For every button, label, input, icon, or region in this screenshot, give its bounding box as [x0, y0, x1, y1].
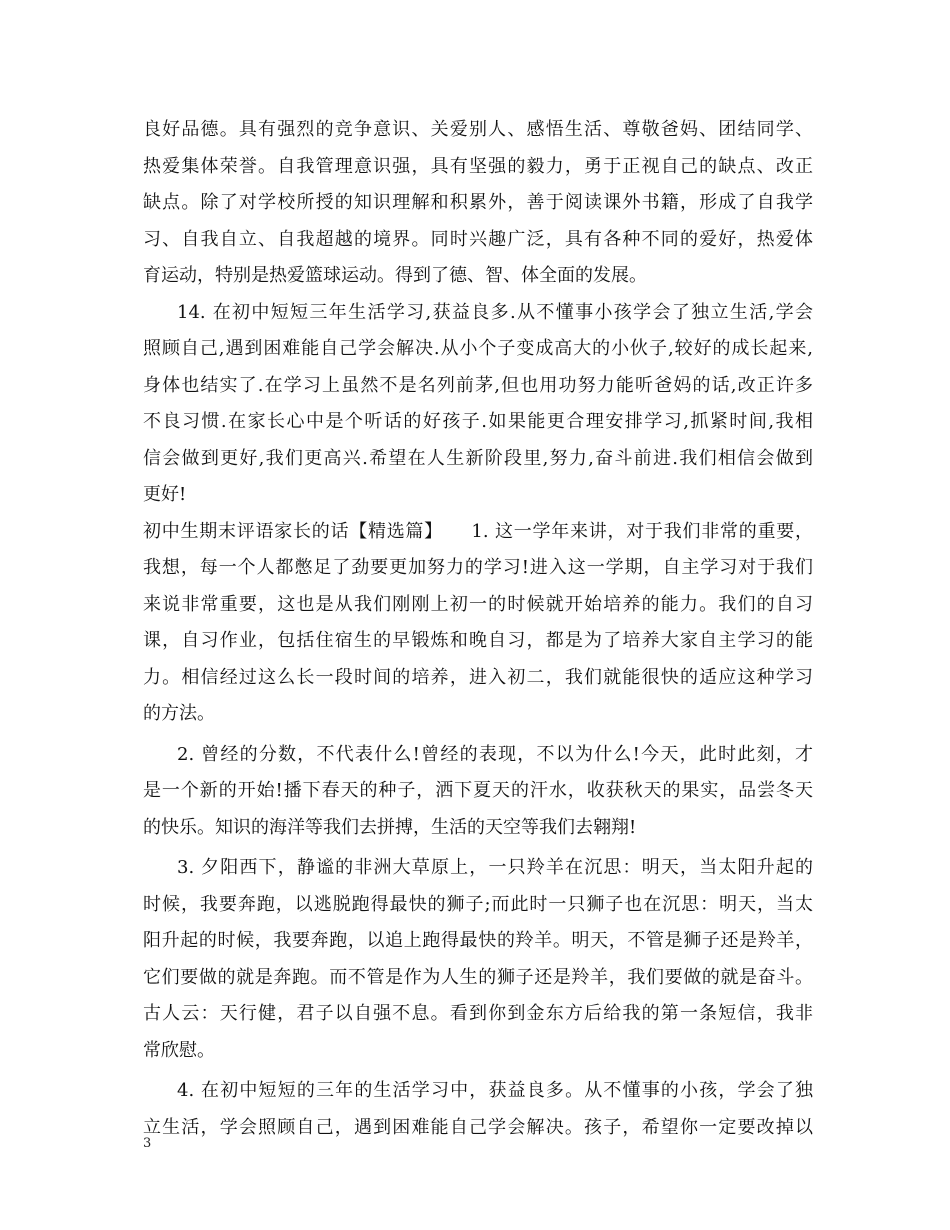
- text-line: 常欣慰。: [143, 1039, 215, 1061]
- text-line: 它们要做的就是奔跑。而不管是作为人生的狮子还是羚羊，我们要做的就是奋斗。: [143, 966, 813, 988]
- text-line: 照顾自己,遇到困难能自己学会解决.从小个子变成高大的小伙子,较好的成长起来,: [143, 338, 813, 359]
- paragraph-p-14: [143, 295, 813, 514]
- paragraph-p-3: [143, 850, 813, 1069]
- text-line: 习、自我自立、自我超越的境界。同时兴趣广泛，具有各种不同的爱好，热爱体: [143, 228, 813, 250]
- text-line: 我想，每一个人都憋足了劲要更加努力的学习!进入这一学期，自主学习对于我们: [143, 557, 813, 578]
- text-line: 信会做到更好,我们更高兴.希望在人生新阶段里,努力,奋斗前进.我们相信会做到: [143, 447, 813, 469]
- text-line: 育运动，特别是热爱篮球运动。得到了德、智、体全面的发展。: [143, 265, 647, 286]
- paragraph-p-continuation: [143, 112, 813, 295]
- text-line: 课，自习作业，包括住宿生的早锻炼和晚自习，都是为了培养大家自主学习的能: [143, 630, 813, 651]
- text-line: 4. 在初中短短的三年的生活学习中，获益良多。从不懂事的小孩，学会了独: [177, 1080, 813, 1101]
- text-line: 热爱集体荣誉。自我管理意识强，具有坚强的毅力，勇于正视自己的缺点、改正: [143, 155, 813, 177]
- text-line: 良好品德。具有强烈的竞争意识、关爱别人、感悟生活、尊敬爸妈、团结同学、: [143, 119, 813, 140]
- document-body: [143, 112, 813, 1146]
- text-line: 古人云：天行健，君子以自强不息。看到你到金东方后给我的第一条短信，我非: [143, 1003, 813, 1024]
- text-line: 立生活，学会照顾自己，遇到困难能自己学会解决。孩子，希望你一定要改掉以: [143, 1116, 813, 1138]
- text-line: 2. 曾经的分数，不代表什么!曾经的表现，不以为什么!今天，此时此刻，才: [177, 743, 813, 765]
- paragraph-p-4: [143, 1073, 813, 1146]
- text-line: 身体也结实了.在学习上虽然不是名列前茅,但也用功努力能听爸妈的话,改正许多: [143, 374, 813, 396]
- text-line: 3. 夕阳西下，静谧的非洲大草原上，一只羚羊在沉思：明天，当太阳升起的: [177, 857, 813, 878]
- text-line: 力。相信经过这么长一段时间的培养，进入初二，我们就能很快的适应这种学习: [143, 666, 813, 688]
- text-line: 是一个新的开始!播下春天的种子，洒下夏天的汗水，收获秋天的果实，品尝冬天: [143, 780, 813, 801]
- text-line: 不良习惯.在家长心中是个听话的好孩子.如果能更合理安排学习,抓紧时间,我相: [143, 411, 813, 432]
- page-number: 3: [143, 1136, 152, 1151]
- text-line: 的方法。: [143, 703, 215, 724]
- text-line: 更好!: [143, 484, 187, 505]
- text-line: 阳升起的时候，我要奔跑，以追上跑得最快的羚羊。明天，不管是狮子还是羚羊，: [143, 930, 813, 951]
- text-line: 的快乐。知识的海洋等我们去拼搏，生活的天空等我们去翱翔!: [143, 816, 637, 838]
- text-line: 来说非常重要，这也是从我们刚刚上初一的时候就开始培养的能力。我们的自习: [143, 593, 813, 615]
- text-line: 时候，我要奔跑，以逃脱跑得最快的狮子;而此时一只狮子也在沉思：明天，当太: [143, 893, 813, 915]
- text-line: 14. 在初中短短三年生活学习,获益良多.从不懂事小孩学会了独立生活,学会: [177, 301, 813, 323]
- paragraph-p-2: [143, 737, 813, 847]
- text-line: 初中生期末评语家长的话【精选篇】 1. 这一学年来讲，对于我们非常的重要，: [143, 520, 813, 542]
- paragraph-p-heading-1: [143, 514, 813, 733]
- text-line: 缺点。除了对学校所授的知识理解和积累外，善于阅读课外书籍，形成了自我学: [143, 192, 813, 213]
